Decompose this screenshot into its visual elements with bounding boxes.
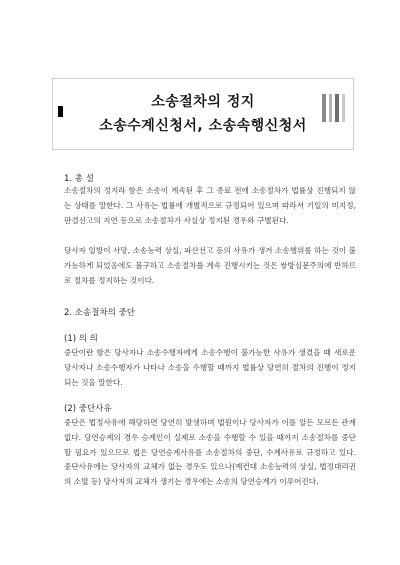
paragraph-overview-2: 당사자 일방이 사망, 소송능력 상실, 파산선고 등의 사유가 생겨 소송행위를 하는 것이 불가능하게 되었음에도 불구하고 소송절차를 계속 진행시키는 것은 쌍방심문주의에 반하므로 절차를 정지하는 것이다. [64,246,356,285]
title-decoration-bar [329,94,332,122]
title-decoration-bar [322,94,326,122]
section-heading-overview: 1. 총 설 [64,174,94,184]
subsection-heading-causes: (2) 중단사유 [64,404,112,414]
title-decoration-bar [342,94,345,122]
title-decoration-bar [335,94,339,122]
paragraph-overview-1: 소송절차의 정지라 함은 소송이 계속된 후 그 종료 전에 소송절차가 법률상 진행되지 않는 상태를 말한다. 그 사유는 법률에 개별적으로 규정되어 있으며 따라서 기일의 미지정, 판결선고의 지연 등으로 소송절차가 사실상 정지된 경우와 구별된다. [64,186,356,225]
title-marker-left [58,106,63,117]
document-subtitle: 소송수계신청서, 소송속행신청서 [99,118,307,134]
title-box [52,78,354,150]
paragraph-causes: 중단은 법정사유에 해당하면 당연히 발생하며 법원이나 당사자가 이를 알든 모르든 관계없다. 당연승계의 경우 승계인이 실제로 소송을 수행할 수 있을 때까지 소송절차를 중단할 필요가 있으므로 법은 당연승계사유를 소송절차의 중단, 수계사유로 규정하고 있다. 중단사유에는 당사자의 교체가 없는 경우도 있으나(예컨대 소송능력의 상실, 법정대리권의 소멸 등) 당사자의 교체가 생기는 경우에는 소송의 당연승계가 이루어진다. [64,418,356,487]
section-heading-interruption: 2. 소송절차의 중단 [64,308,135,318]
document-title: 소송절차의 정지 [151,94,255,110]
paragraph-meaning: 중단이란 함은 당사자나 소송수행자에게 소송수행이 불가능한 사유가 생겼을 때 새로운 당사자나 소송수행자가 나타나 소송을 수행할 때까지 법률상 당연히 절차의 진행이 정지되는 것을 말한다. [64,348,356,387]
subsection-heading-meaning: (1) 의 의 [64,334,98,344]
